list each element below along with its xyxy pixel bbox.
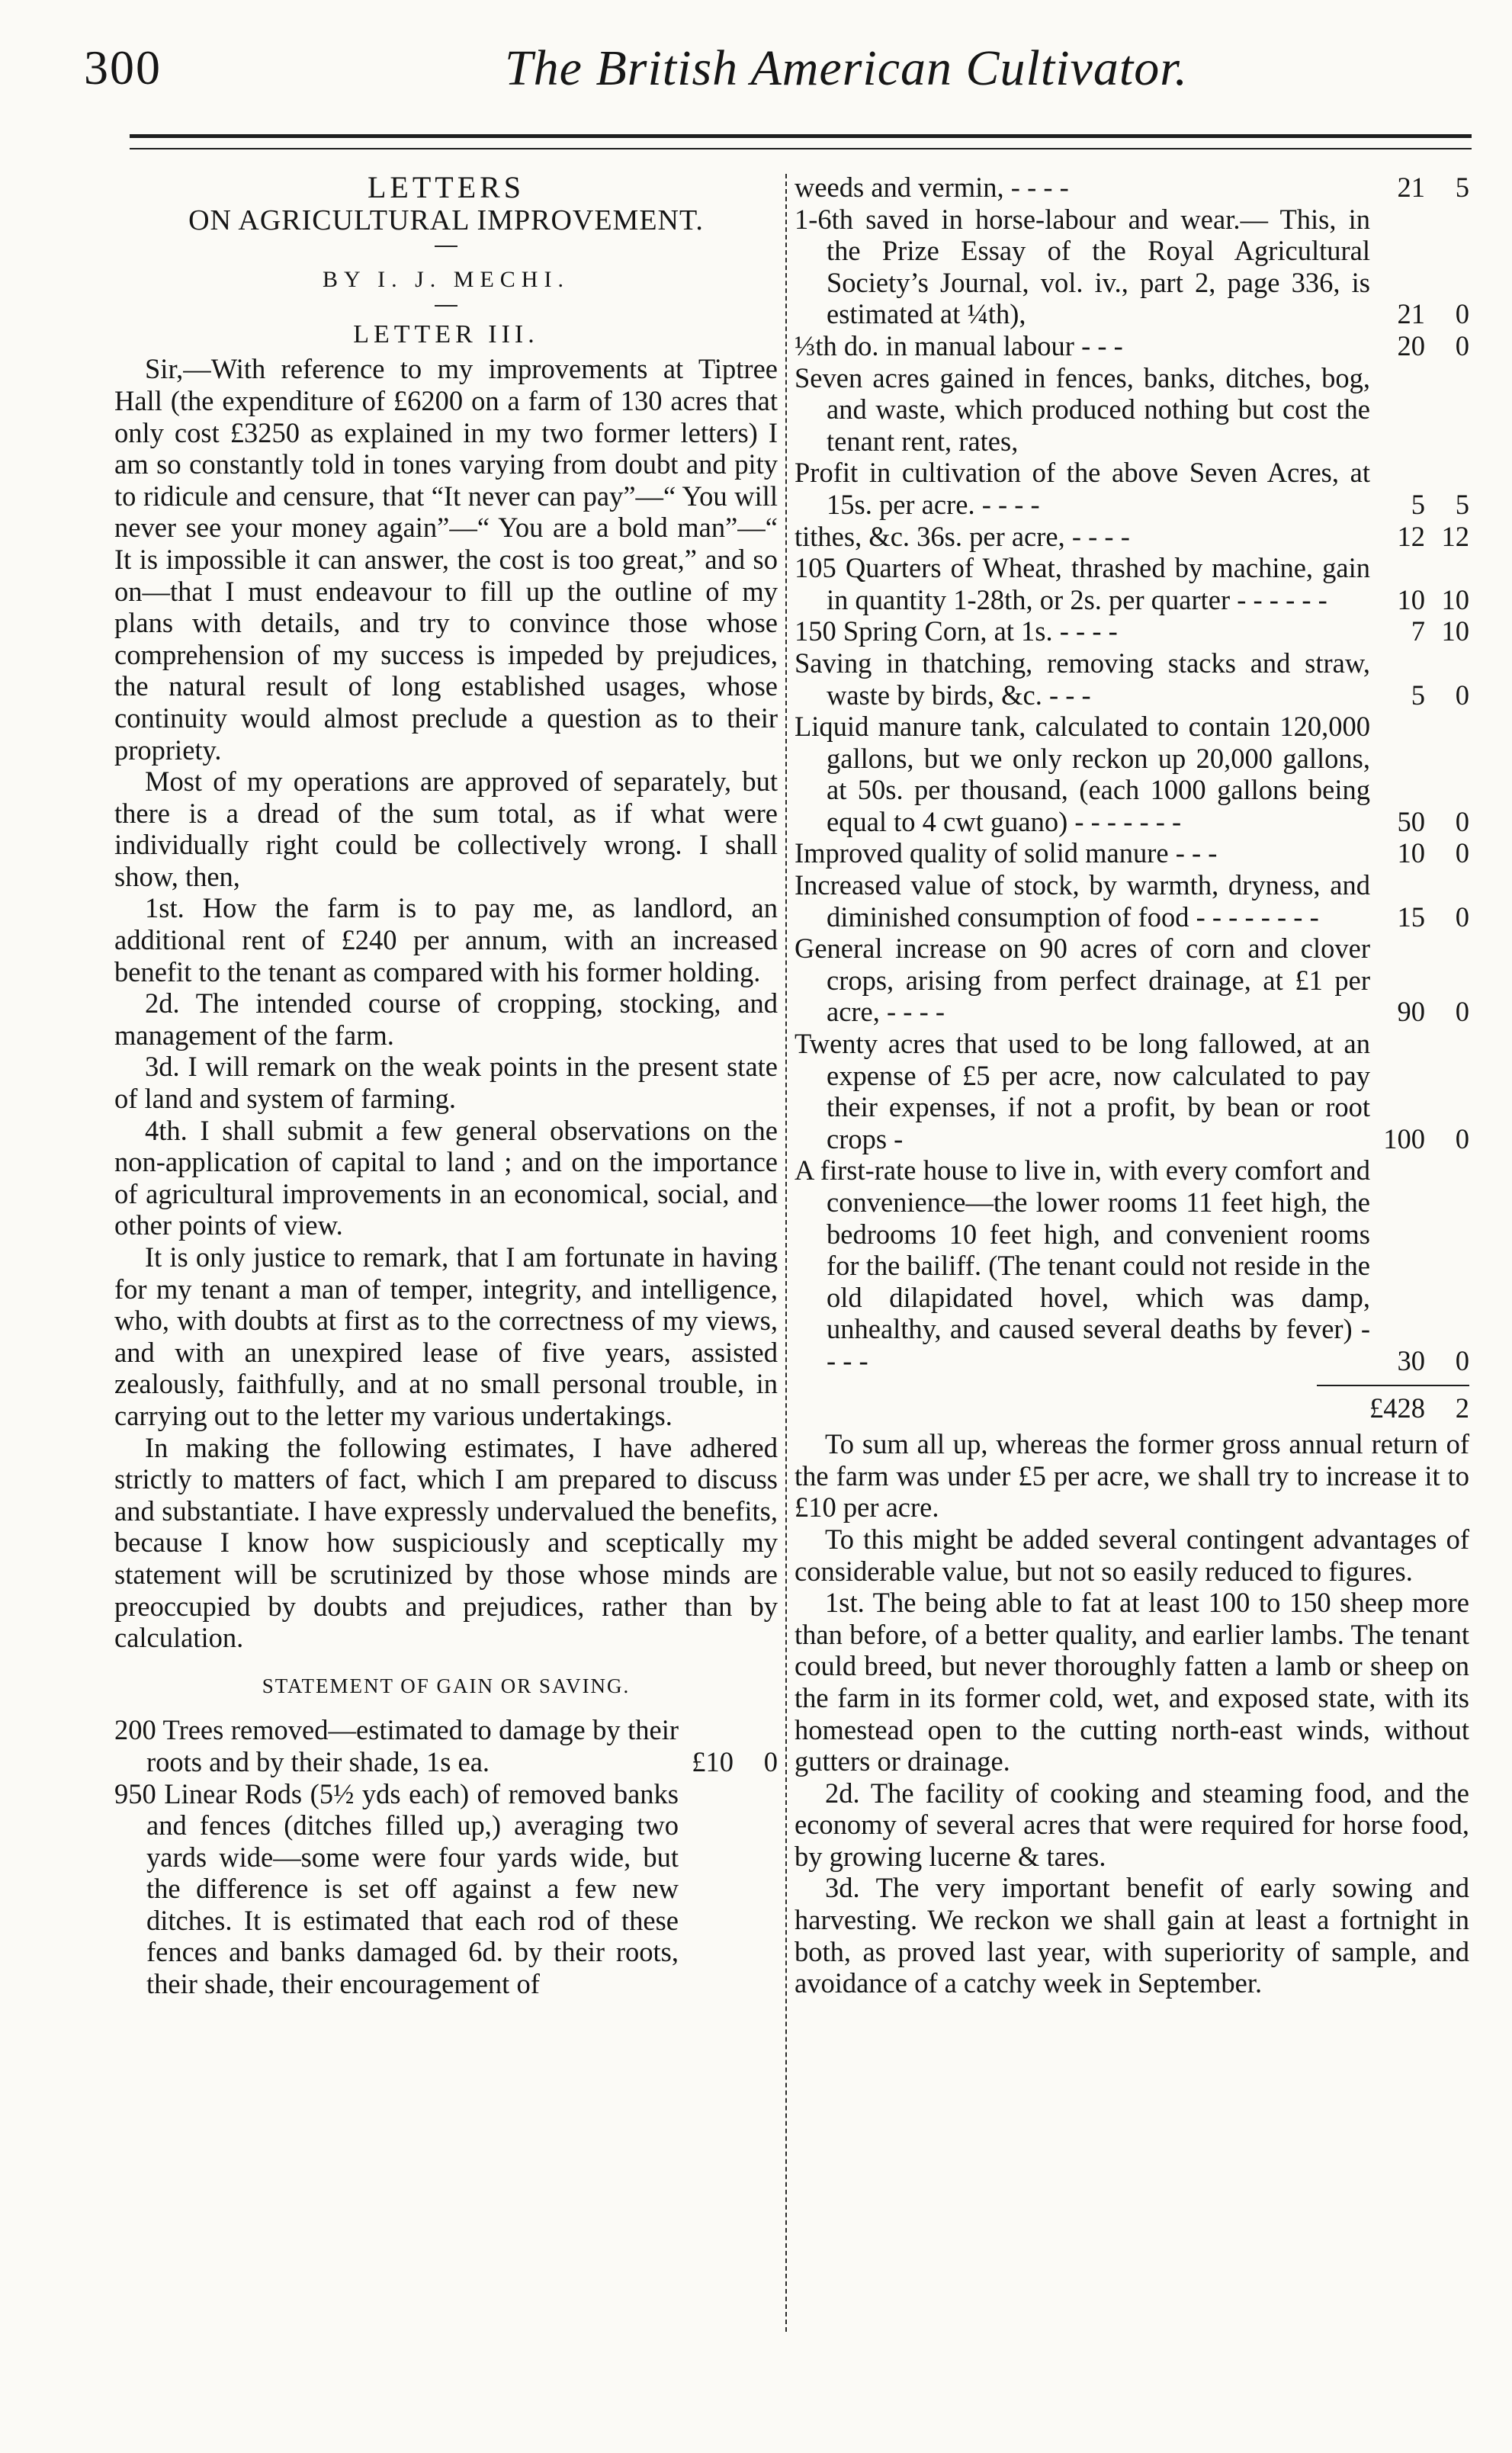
amount-shillings: 10 bbox=[1441, 615, 1469, 647]
amount-shillings: 10 bbox=[1441, 583, 1469, 615]
amount-pounds: £10 bbox=[692, 1745, 734, 1777]
amount-pounds: 50 bbox=[1397, 805, 1425, 837]
amount-shillings: 0 bbox=[1455, 996, 1469, 1028]
statement-item bbox=[795, 933, 1469, 1028]
statement-item-amount bbox=[1370, 330, 1469, 362]
journal-title: The British American Cultivator. bbox=[504, 40, 1189, 96]
statement-item bbox=[795, 711, 1469, 837]
statement-item bbox=[795, 330, 1469, 362]
amount-pounds: 5 bbox=[1411, 488, 1425, 520]
amount-shillings: 0 bbox=[1455, 1122, 1469, 1154]
statement-item-amount bbox=[1370, 172, 1469, 204]
statement-item-text: 150 Spring Corn, at 1s. - - - - bbox=[795, 615, 1118, 647]
amount-shillings: 0 bbox=[1455, 901, 1469, 933]
amount-shillings: 0 bbox=[1455, 329, 1469, 361]
header-rule-thick bbox=[130, 134, 1472, 138]
amount-shillings: 0 bbox=[1455, 298, 1469, 330]
statement-item-amount bbox=[1370, 679, 1469, 711]
amount-shillings: 0 bbox=[1455, 805, 1469, 837]
statement-item-text: Liquid manure tank, calculated to contain 120,000 gallons, but we only reckon up 20,000 gallons, at 50s. per thousand, (each 1000 gallons being equal to 4 cwt guano) - - - - - - - bbox=[795, 711, 1370, 837]
paragraph: To sum all up, whereas the former gross annual return of the farm was under £5 per acre, we shall try to increase it to £10 per acre. bbox=[795, 1428, 1469, 1523]
statement-item-text: Improved quality of solid manure - - - bbox=[795, 837, 1218, 869]
statement-item-text: ⅓th do. in manual labour - - - bbox=[795, 329, 1123, 361]
amount-shillings: 0 bbox=[1455, 837, 1469, 869]
amount-pounds: 20 bbox=[1397, 329, 1425, 361]
byline-separator bbox=[435, 305, 457, 307]
paragraph: In making the following estimates, I have adhered strictly to matters of fact, which I am prepared to discuss and substantiate. I have expressly undervalued the benefits, because I know how suspiciously and sceptically my statement will be scrutinized by those whose minds are preoccupied by doubts and prejudices, rather than by calculation. bbox=[114, 1431, 778, 1654]
statement-heading: STATEMENT OF GAIN OR SAVING. bbox=[262, 1674, 631, 1697]
paragraph: 1st. How the farm is to pay me, as landlord, an additional rent of £240 per annum, with an increased benefit to the tenant as compared with his former holding. bbox=[114, 892, 778, 987]
amount-pounds: 12 bbox=[1397, 520, 1425, 552]
statement-item-amount bbox=[1370, 584, 1469, 616]
statement-item-text: Profit in cultivation of the above Seven Acres, at 15s. per acre. - - - - bbox=[795, 457, 1370, 520]
paragraph: Most of my operations are approved of separately, but there is a dread of the sum total, as if what were individually right could be collectively wrong. I shall show, then, bbox=[114, 766, 778, 892]
statement-item bbox=[795, 457, 1469, 520]
statement-item-text: Seven acres gained in fences, banks, ditches, bog, and waste, which produced nothing but cost the tenant rent, rates, bbox=[795, 361, 1370, 457]
statement-item bbox=[795, 1154, 1469, 1376]
total-shillings: 2 bbox=[1455, 1392, 1469, 1424]
amount-pounds: 10 bbox=[1397, 583, 1425, 615]
statement-item bbox=[795, 204, 1469, 330]
paragraph: 2d. The facility of cooking and steaming food, and the economy of several acres that were required for horse food, by growing lucerne & tares. bbox=[795, 1777, 1469, 1872]
statement-item-text: 105 Quarters of Wheat, thrashed by machine, gain in quantity 1-28th, or 2s. per quarter - - - - - - bbox=[795, 552, 1370, 615]
amount-pounds: 21 bbox=[1397, 298, 1425, 330]
statement-item-amount bbox=[1370, 996, 1469, 1028]
total-rule bbox=[1317, 1385, 1469, 1386]
statement-item-amount bbox=[1370, 1123, 1469, 1155]
amount-pounds: 90 bbox=[1397, 996, 1425, 1028]
statement-item-amount bbox=[1370, 298, 1469, 330]
amount-shillings: 12 bbox=[1441, 520, 1469, 552]
page-number: 300 bbox=[84, 40, 162, 95]
statement-total bbox=[795, 1392, 1469, 1424]
amount-pounds: 21 bbox=[1397, 172, 1425, 203]
statement-item-text: weeds and vermin, - - - - bbox=[795, 172, 1069, 203]
total-pounds: £428 bbox=[1369, 1392, 1425, 1424]
statement-item-text: A first-rate house to live in, with every comfort and convenience—the lower rooms 11 feet high, the bedrooms 10 feet high, and convenient rooms for the bailiff. (The tenant could not reside in the old dilapidated hovel, which was damp, unhealthy, and caused several deaths by fever) - - - - bbox=[795, 1154, 1370, 1376]
statement-item bbox=[795, 837, 1469, 869]
statement-item-amount bbox=[679, 1968, 778, 2000]
amount-shillings: 0 bbox=[763, 1745, 778, 1777]
column-divider bbox=[785, 174, 787, 2332]
statement-item-amount bbox=[1370, 489, 1469, 521]
statement-item-text: tithes, &c. 36s. per acre, - - - - bbox=[795, 520, 1130, 552]
article-title-line1: LETTERS bbox=[367, 170, 525, 204]
statement-item bbox=[795, 1028, 1469, 1154]
title-separator bbox=[435, 246, 457, 247]
header-rule-thin bbox=[130, 148, 1472, 149]
statement-item bbox=[795, 869, 1469, 933]
amount-pounds: 30 bbox=[1397, 1344, 1425, 1376]
statement-item bbox=[795, 362, 1469, 458]
statement-item-text: 1-6th saved in horse-labour and wear.— This, in the Prize Essay of the Royal Agricultural Society’s Journal, vol. iv., part 2, page 336, is estimated at ¼th), bbox=[795, 203, 1370, 330]
amount-pounds: 7 bbox=[1411, 615, 1425, 647]
article-title-line2: ON AGRICULTURAL IMPROVEMENT. bbox=[188, 204, 704, 236]
statement-item-amount bbox=[1370, 806, 1469, 838]
statement-item-amount bbox=[679, 1746, 778, 1778]
statement-item-amount bbox=[1370, 425, 1469, 458]
statement-item bbox=[795, 172, 1469, 204]
statement-item-amount bbox=[1370, 615, 1469, 647]
statement-item bbox=[795, 552, 1469, 615]
amount-pounds: 100 bbox=[1383, 1122, 1425, 1154]
amount-pounds: 5 bbox=[1411, 679, 1425, 711]
amount-shillings: 0 bbox=[1455, 1344, 1469, 1376]
statement-item-text: General increase on 90 acres of corn and clover crops, arising from perfect drainage, at £1 per acre, - - - - bbox=[795, 933, 1370, 1028]
amount-shillings: 0 bbox=[1455, 679, 1469, 711]
statement-item-text: 950 Linear Rods (5½ yds each) of removed banks and fences (ditches filled up,) averaging two yards wide—some were four yards wide, but the difference is set off against a few new ditches. It is estimated that each rod of these fences and banks damaged 6d. by their roots, their shade, their encouragement of bbox=[114, 1777, 679, 2000]
paragraph: Sir,—With reference to my improvements at Tiptree Hall (the expenditure of £6200 on a farm of 130 acres that only cost £3250 as explained in my two former letters) I am so constantly told in tones varying from doubt and pity to ridicule and censure, that “It never can pay”—“ You will never see your money again”—“ You are a bold man”—“ It is impossible it can answer, the cost is too great,” and so on—that I must endeavour to fill up the outline of my plans with details, and try to convince those whose comprehension of my success is impeded by prejudices, the natural result of long established usages, whose continuity would almost preclude a question as to their propriety. bbox=[114, 353, 778, 766]
statement-item bbox=[795, 521, 1469, 553]
amount-shillings: 5 bbox=[1455, 172, 1469, 203]
statement-item-text: Twenty acres that used to be long fallowed, at an expense of £5 per acre, now calculated to pay their expenses, if not a profit, by bean or root crops - bbox=[795, 1028, 1370, 1154]
paragraph: 3d. I will remark on the weak points in the present state of land and system of farming. bbox=[114, 1051, 778, 1115]
paragraph: 4th. I shall submit a few general observations on the non-application of capital to land ; and on the importance of agricultural improvements in an economical, social, and other points of view. bbox=[114, 1114, 778, 1241]
paragraph: 3d. The very important benefit of early sowing and harvesting. We reckon we shall gain at least a fortnight in both, as proved last year, with superiority of sample, and avoidance of a catchy week in September. bbox=[795, 1872, 1469, 1999]
statement-item-amount bbox=[1370, 521, 1469, 553]
statement-item bbox=[114, 1778, 778, 2000]
statement-item-text: Increased value of stock, by warmth, dryness, and diminished consumption of food - - - - - - - - bbox=[795, 869, 1370, 933]
statement-item-text: Saving in thatching, removing stacks and straw, waste by birds, &c. - - - bbox=[795, 647, 1370, 711]
statement-item bbox=[114, 1714, 778, 1777]
statement-item-amount bbox=[1370, 901, 1469, 933]
statement-item-amount bbox=[1370, 837, 1469, 869]
statement-item-text: 200 Trees removed—estimated to damage by their roots and by their shade, 1s ea. bbox=[114, 1714, 679, 1777]
amount-shillings: 5 bbox=[1455, 488, 1469, 520]
statement-item-amount bbox=[1370, 1345, 1469, 1377]
letter-number: LETTER III. bbox=[353, 319, 539, 348]
paragraph: 2d. The intended course of cropping, stocking, and management of the farm. bbox=[114, 987, 778, 1051]
statement-item bbox=[795, 647, 1469, 711]
left-column bbox=[114, 172, 778, 2000]
paragraph: To this might be added several contingent advantages of considerable value, but not so easily reduced to figures. bbox=[795, 1523, 1469, 1587]
article-byline: BY I. J. MECHI. bbox=[323, 267, 570, 293]
amount-pounds: 10 bbox=[1397, 837, 1425, 869]
statement-item bbox=[795, 615, 1469, 647]
right-column bbox=[795, 172, 1469, 1999]
paragraph: It is only justice to remark, that I am fortunate in having for my tenant a man of temper, integrity, and intelligence, who, with doubts at first as to the correctness of my views, and with an unexpired lease of five years, assisted zealously, faithfully, and at no small personal trouble, in carrying out to the letter my various undertakings. bbox=[114, 1241, 778, 1431]
paragraph: 1st. The being able to fat at least 100 to 150 sheep more than before, of a better quality, and earlier lambs. The tenant could breed, but never thoroughly fatten a lamb or sheep on the farm in its former cold, wet, and exposed state, with its homestead open to the cutting north-east winds, without gutters or drainage. bbox=[795, 1587, 1469, 1777]
amount-pounds: 15 bbox=[1397, 901, 1425, 933]
